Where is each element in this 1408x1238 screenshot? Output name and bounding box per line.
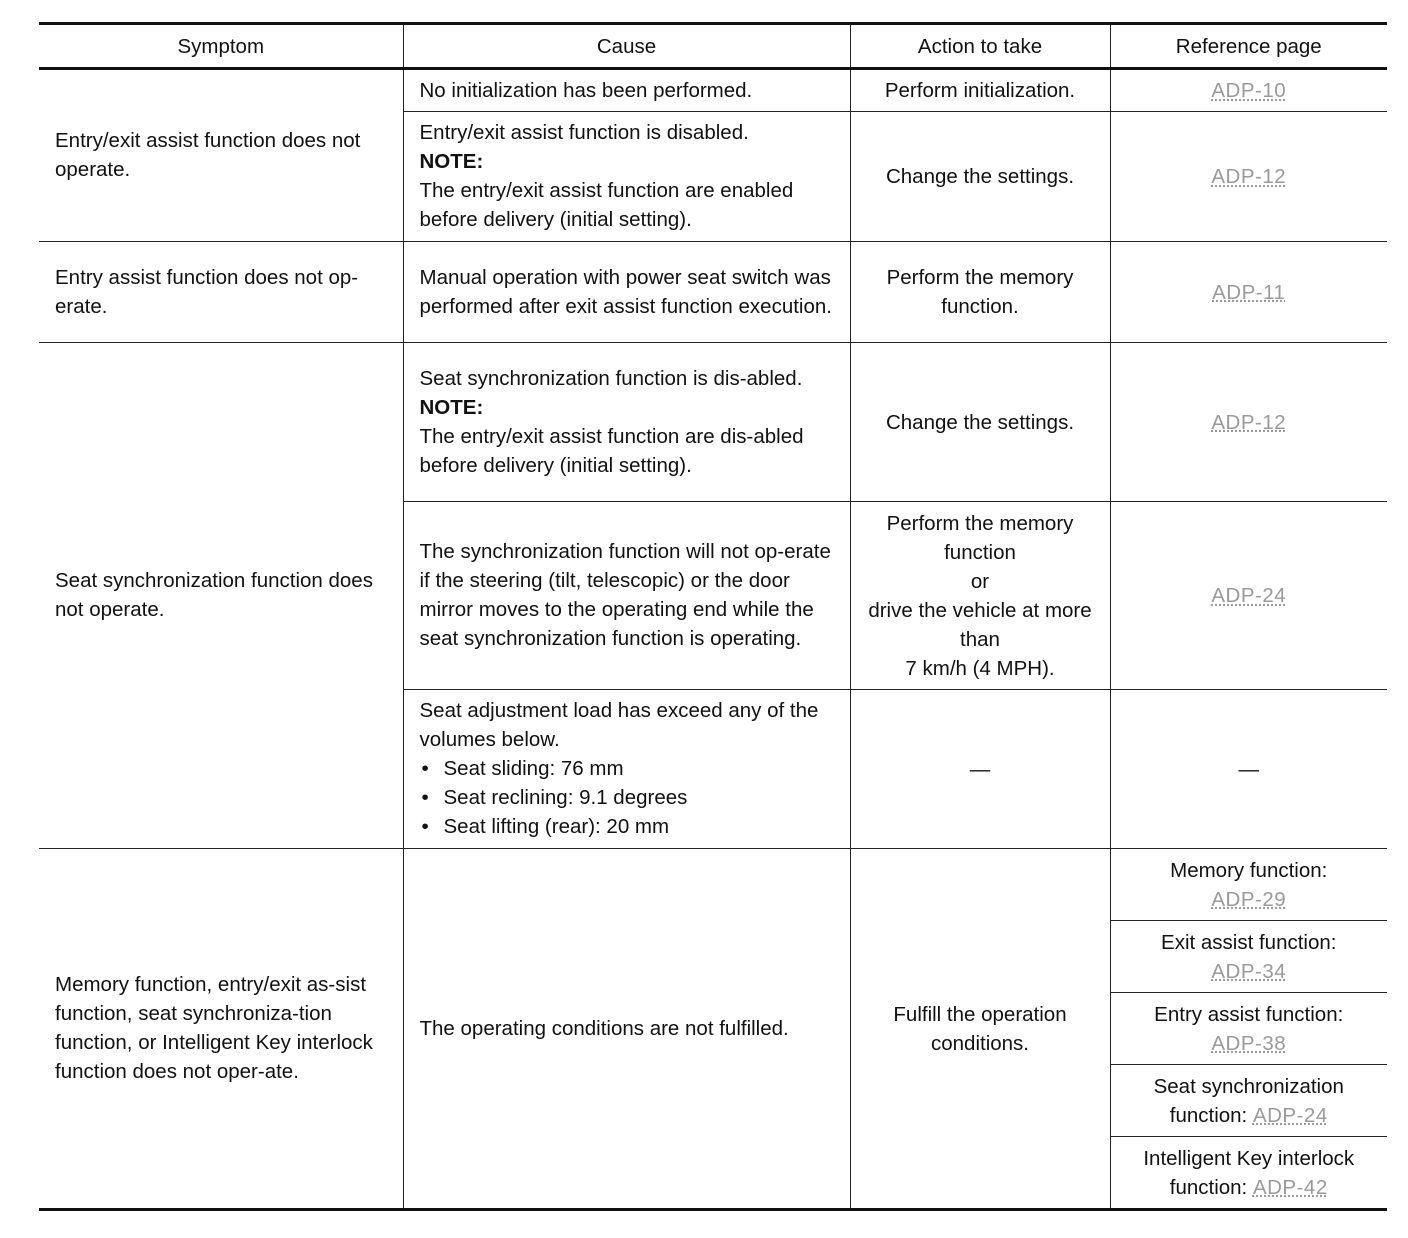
table-row bbox=[39, 69, 1387, 112]
reference-label: Exit assist function: bbox=[1161, 930, 1337, 954]
cause-cell: No initialization has been performed. bbox=[403, 69, 850, 112]
bullet-list bbox=[420, 754, 842, 841]
reference-link[interactable]: ADP-38 bbox=[1211, 1031, 1287, 1055]
reference-cell bbox=[1110, 242, 1387, 343]
table-row bbox=[39, 242, 1387, 343]
action-line: 7 km/h (4 MPH). bbox=[905, 656, 1055, 680]
action-cell: Change the settings. bbox=[850, 112, 1110, 242]
action-cell: Fulfill the operation conditions. bbox=[850, 849, 1110, 1210]
header-row bbox=[39, 24, 1387, 69]
cause-cell bbox=[403, 112, 850, 242]
reference-cell: — bbox=[1110, 690, 1387, 849]
symptom-cell: Seat synchronization function does not operate. bbox=[39, 343, 403, 849]
cause-text: Seat synchronization function is dis-abled. bbox=[419, 366, 803, 390]
reference-link[interactable]: ADP-11 bbox=[1212, 280, 1286, 304]
header-symptom: Symptom bbox=[39, 24, 403, 69]
reference-cell bbox=[1110, 1065, 1387, 1137]
header-cause: Cause bbox=[403, 24, 850, 69]
symptom-cell: Entry/exit assist function does not operate. bbox=[39, 69, 403, 242]
reference-label: Memory function: bbox=[1170, 858, 1328, 882]
action-line: Perform the memory function bbox=[886, 511, 1074, 564]
reference-cell bbox=[1110, 69, 1387, 112]
reference-cell bbox=[1110, 849, 1387, 921]
reference-cell bbox=[1110, 112, 1387, 242]
reference-label: Seat synchronization function: bbox=[1153, 1074, 1344, 1127]
action-cell: Perform the memory function. bbox=[850, 242, 1110, 343]
reference-cell bbox=[1110, 1137, 1387, 1210]
action-line: drive the vehicle at more than bbox=[868, 598, 1092, 651]
action-cell: Change the settings. bbox=[850, 343, 1110, 502]
reference-link[interactable]: ADP-42 bbox=[1252, 1175, 1328, 1199]
header-reference: Reference page bbox=[1110, 24, 1387, 69]
reference-link[interactable]: ADP-12 bbox=[1211, 165, 1287, 188]
cause-cell bbox=[403, 690, 850, 849]
reference-link[interactable]: ADP-24 bbox=[1252, 1103, 1328, 1127]
reference-link[interactable]: ADP-34 bbox=[1211, 959, 1287, 983]
reference-link[interactable]: ADP-29 bbox=[1211, 887, 1287, 911]
symptom-cell: Entry assist function does not op-erate. bbox=[39, 242, 403, 343]
note-label: NOTE: bbox=[419, 150, 484, 173]
cause-cell bbox=[403, 343, 850, 502]
list-item: • Seat lifting (rear): 20 mm bbox=[420, 812, 842, 841]
symptom-table bbox=[39, 22, 1387, 1211]
note-text: The entry/exit assist function are enabled before delivery (initial setting). bbox=[419, 179, 794, 231]
list-item: • Seat sliding: 76 mm bbox=[420, 754, 842, 783]
cause-cell: Manual operation with power seat switch was performed after exit assist function execution. bbox=[403, 242, 850, 343]
reference-label: Intelligent Key interlock function: bbox=[1143, 1146, 1355, 1199]
reference-link[interactable]: ADP-24 bbox=[1211, 584, 1287, 607]
reference-cell bbox=[1110, 993, 1387, 1065]
table-row bbox=[39, 849, 1387, 921]
reference-cell bbox=[1110, 343, 1387, 502]
action-cell bbox=[850, 502, 1110, 690]
action-line: or bbox=[970, 569, 990, 593]
symptom-cell: Memory function, entry/exit as-sist function, seat synchroniza-tion function, or Intelligent Key interlock function does not oper-ate. bbox=[39, 849, 403, 1210]
reference-link[interactable]: ADP-12 bbox=[1211, 410, 1287, 434]
reference-cell bbox=[1110, 921, 1387, 993]
cause-text: Seat adjustment load has exceed any of the volumes below. bbox=[419, 699, 819, 751]
note-text: The entry/exit assist function are dis-abled before delivery (initial setting). bbox=[419, 424, 804, 477]
action-cell: — bbox=[850, 690, 1110, 849]
reference-link[interactable]: ADP-10 bbox=[1211, 79, 1287, 102]
reference-label: Entry assist function: bbox=[1154, 1002, 1344, 1026]
action-cell: Perform initialization. bbox=[850, 69, 1110, 112]
table-row bbox=[39, 343, 1387, 502]
cause-text: Entry/exit assist function is disabled. bbox=[419, 121, 749, 144]
list-item: • Seat reclining: 9.1 degrees bbox=[420, 783, 842, 812]
cause-cell: The synchronization function will not op-erate if the steering (tilt, telescopic) or the door mirror moves to the operating end while the seat synchronization function is operating. bbox=[403, 502, 850, 690]
reference-cell bbox=[1110, 502, 1387, 690]
cause-cell: The operating conditions are not fulfilled. bbox=[403, 849, 850, 1210]
note-label: NOTE: bbox=[419, 395, 484, 419]
header-action: Action to take bbox=[850, 24, 1110, 69]
